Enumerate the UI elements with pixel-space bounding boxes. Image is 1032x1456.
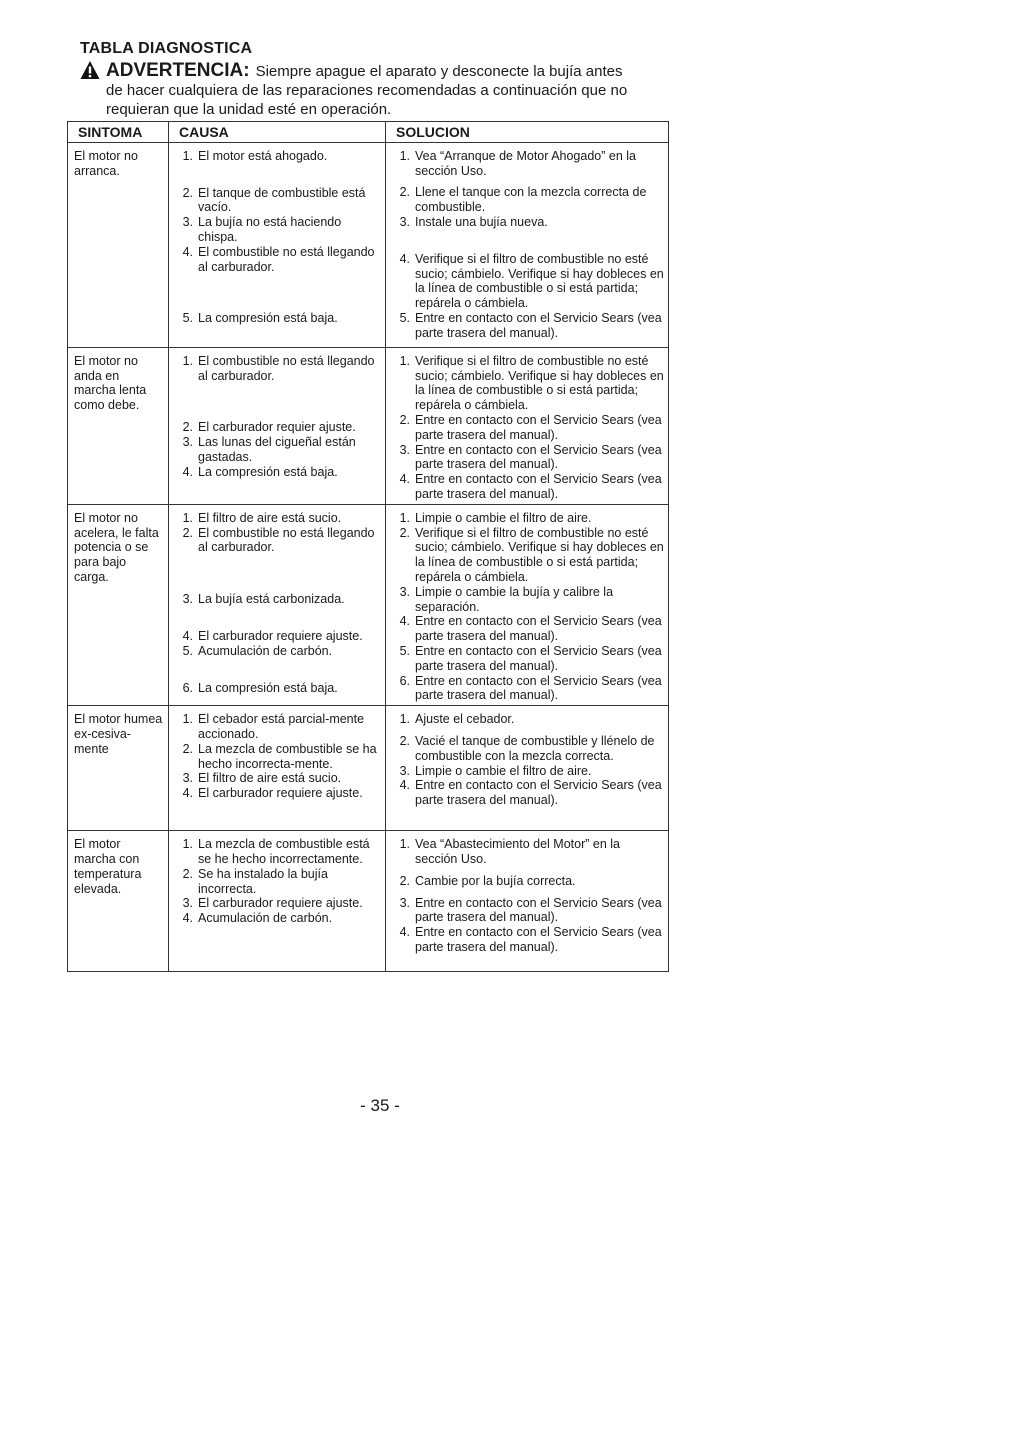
cause-item: 4. El carburador requiere ajuste.	[182, 786, 363, 801]
solution-item: 2. Vacié el tanque de combustible y llénelo de combustible con la mezcla correcta.	[399, 733, 655, 763]
warning-heading: ADVERTENCIA:	[106, 60, 250, 81]
solution-item: 1. Verifique si el filtro de combustible no esté sucio; cámbielo. Verifique si hay dobleces en la línea de combustible o si está partida; repárela o cámbiela.	[399, 353, 664, 413]
warning-text-line1: Siempre apague el aparato y desconecte la bujía antes	[255, 63, 623, 80]
solution-item: 3. Entre en contacto con el Servicio Sears (vea parte trasera del manual).	[399, 442, 662, 472]
table-row	[68, 142, 669, 347]
solution-item: 4. Entre en contacto con el Servicio Sears (vea parte trasera del manual).	[399, 925, 662, 954]
solution-item: 2. Llene el tanque con la mezcla correcta de combustible.	[399, 185, 647, 215]
cause-item: 1. El motor está ahogado.	[182, 148, 328, 163]
solution-item: 4. Entre en contacto con el Servicio Sears (vea parte trasera del manual).	[399, 778, 662, 808]
solution-item: 4. Verifique si el filtro de combustible no esté sucio; cámbielo. Verifique si hay dobleces en la línea de combustible o si está partida; repárela o cámbiela.	[399, 251, 664, 311]
cause-item: 6. La compresión está baja.	[182, 680, 338, 695]
table-row	[68, 504, 669, 705]
cause-item: 4. Acumulación de carbón.	[182, 911, 333, 926]
cause-item: 1. El filtro de aire está sucio.	[182, 510, 342, 525]
page-number: - 35 -	[360, 1096, 400, 1115]
solution-item: 4. Entre en contacto con el Servicio Sears (vea parte trasera del manual).	[399, 472, 662, 501]
cause-item: 5. La compresión está baja.	[182, 311, 338, 326]
table-row	[68, 347, 669, 504]
solution-item: 2. Verifique si el filtro de combustible no esté sucio; cámbielo. Verifique si hay dobleces en la línea de combustible o si está partida; repárela o cámbiela.	[399, 525, 664, 584]
cause-cell	[169, 504, 386, 705]
cause-item: 1. El combustible no está llegando al carburador.	[182, 353, 375, 383]
symptom-cell: El motor no arranca.	[68, 142, 169, 347]
solution-item: 3. Limpie o cambie el filtro de aire.	[399, 763, 592, 778]
cause-item: 2. El tanque de combustible está vacío.	[182, 185, 366, 215]
cause-item: 4. El combustible no está llegando al carburador.	[182, 244, 375, 274]
solution-cell	[386, 142, 669, 347]
cause-cell	[169, 706, 386, 831]
cause-cell	[169, 347, 386, 504]
cause-item: 3. La bujía no está haciendo chispa.	[182, 215, 342, 244]
cause-item: 2. La mezcla de combustible se ha hecho incorrecta-mente.	[182, 741, 377, 771]
table-header-row	[68, 122, 669, 143]
warning-text: de hacer cualquiera de las reparaciones recomendadas a continuación que no requieran que la unidad esté en operación.	[106, 82, 628, 118]
solution-cell	[386, 347, 669, 504]
cause-item: 1. La mezcla de combustible está se he hecho incorrectamente.	[182, 837, 370, 866]
solution-cell	[386, 504, 669, 705]
solution-item: 2. Entre en contacto con el Servicio Sears (vea parte trasera del manual).	[399, 412, 662, 442]
cause-item: 3. Las lunas del cigueñal están gastadas.	[182, 435, 356, 464]
cause-item: 3. La bujía está carbonizada.	[182, 592, 345, 607]
header-solucion: SOLUCION	[386, 122, 669, 143]
warning-block	[80, 60, 680, 119]
warning-triangle-icon	[80, 60, 100, 80]
solution-cell	[386, 831, 669, 972]
table-row	[68, 831, 669, 972]
solution-item: 1. Limpie o cambie el filtro de aire.	[399, 510, 592, 525]
cause-item: 4. La compresión está baja.	[182, 464, 338, 479]
solution-item: 5. Entre en contacto con el Servicio Sears (vea parte trasera del manual).	[399, 310, 662, 340]
header-causa: CAUSA	[169, 122, 386, 143]
solution-item: 1. Vea “Arranque de Motor Ahogado” en la sección Uso.	[399, 148, 636, 178]
solution-item: 2. Cambie por la bujía correcta.	[399, 873, 576, 888]
cause-item: 2. El carburador requier ajuste.	[182, 420, 356, 435]
cause-item: 2. El combustible no está llegando al carburador.	[182, 525, 375, 555]
cause-item: 3. El carburador requiere ajuste.	[182, 896, 363, 911]
symptom-cell: El motor humea ex-cesiva-mente	[68, 706, 169, 831]
solution-item: 3. Instale una bujía nueva.	[399, 214, 548, 229]
cause-item: 5. Acumulación de carbón.	[182, 643, 333, 658]
solution-item: 5. Entre en contacto con el Servicio Sears (vea parte trasera del manual).	[399, 643, 662, 673]
solution-item: 1. Vea “Abastecimiento del Motor” en la sección Uso.	[399, 837, 620, 866]
cause-item: 1. El cebador está parcial-mente accionado.	[182, 712, 365, 741]
header-sintoma: SINTOMA	[68, 122, 169, 143]
solution-item: 6. Entre en contacto con el Servicio Sears (vea parte trasera del manual).	[399, 673, 662, 703]
symptom-cell: El motor no acelera, le falta potencia o se para bajo carga.	[68, 504, 169, 705]
symptom-cell: El motor no anda en marcha lenta como debe.	[68, 347, 169, 504]
solution-item: 4. Entre en contacto con el Servicio Sears (vea parte trasera del manual).	[399, 614, 662, 644]
table-row	[68, 706, 669, 831]
cause-item: 4. El carburador requiere ajuste.	[182, 628, 363, 643]
cause-item: 3. El filtro de aire está sucio.	[182, 771, 342, 786]
symptom-cell: El motor marcha con temperatura elevada.	[68, 831, 169, 972]
solution-item: 3. Limpie o cambie la bujía y calibre la separación.	[399, 584, 614, 614]
cause-cell	[169, 831, 386, 972]
cause-cell	[169, 142, 386, 347]
solution-item: 3. Entre en contacto con el Servicio Sears (vea parte trasera del manual).	[399, 895, 662, 925]
cause-item: 2. Se ha instalado la bujía incorrecta.	[182, 866, 328, 896]
page-title: TABLA DIAGNOSTICA	[80, 40, 253, 57]
solution-item: 1. Ajuste el cebador.	[399, 712, 515, 727]
diagnostic-table	[67, 121, 669, 972]
solution-cell	[386, 706, 669, 831]
